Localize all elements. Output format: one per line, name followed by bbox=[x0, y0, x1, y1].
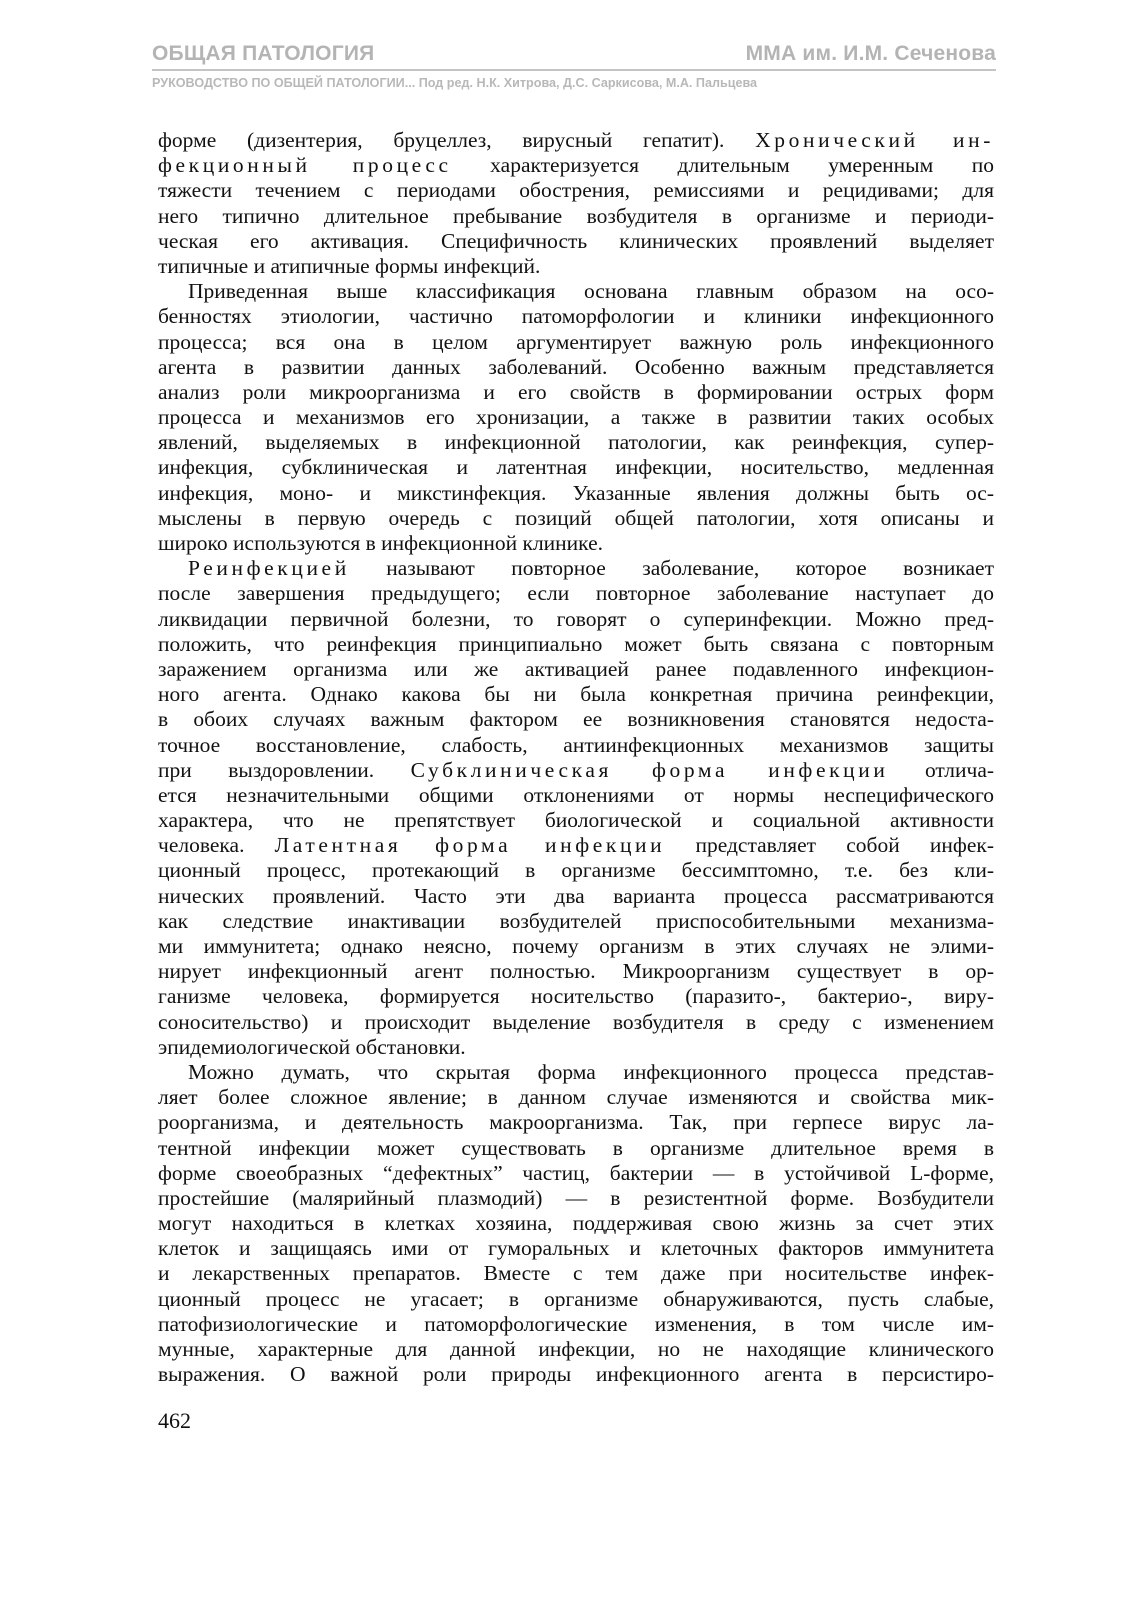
text-line: в обоих случаях важным фактором ее возникновения становятся недоста- bbox=[158, 707, 994, 732]
body-text bbox=[158, 128, 994, 1387]
text-line: форме (дизентерия, бруцеллез, вирусный гепатит). Хронический ин- bbox=[158, 128, 994, 152]
header-institution: ММА им. И.М. Сеченова bbox=[745, 42, 996, 65]
text-line: эпидемиологической обстановки. bbox=[158, 1034, 466, 1059]
text-line: Можно думать, что скрытая форма инфекционного процесса представ- bbox=[188, 1059, 994, 1084]
text-line: ликвидации первичной болезни, то говорят о суперинфекции. Можно пред- bbox=[158, 606, 994, 631]
text-line: ганизме человека, формируется носительство (паразито-, бактерио-, виру- bbox=[158, 984, 994, 1009]
text-line: характера, что не препятствует биологической и социальной активности bbox=[158, 808, 994, 833]
text-line: типичные и атипичные формы инфекций. bbox=[158, 253, 541, 278]
text-line: фекционный процесс характеризуется длительным умеренным по bbox=[158, 153, 994, 178]
text-line: ми иммунитета; однако неясно, почему организм в этих случаях не элими- bbox=[158, 934, 994, 958]
text-line: бенностях этиологии, частично патоморфологии и клиники инфекционного bbox=[158, 304, 994, 329]
text-line: заражением организма или же активацией ранее подавленного инфекцион- bbox=[158, 656, 994, 681]
page-number: 462 bbox=[158, 1408, 191, 1433]
text-line: ционный процесс, протекающий в организме бессимптомно, т.е. без кли- bbox=[158, 858, 994, 883]
text-line: соносительство) и происходит выделение возбудителя в среду с изменением bbox=[158, 1009, 994, 1034]
text-line: нических проявлений. Часто эти два варианта процесса рассматриваются bbox=[158, 883, 994, 908]
text-line: могут находиться в клетках хозяина, поддерживая свою жизнь за счет этих bbox=[158, 1211, 994, 1236]
text-line: нирует инфекционный агент полностью. Микроорганизм существует в ор- bbox=[158, 959, 994, 984]
text-line: человека. Латентная форма инфекции представляет собой инфек- bbox=[158, 833, 994, 858]
text-line: анализ роли микроорганизма и его свойств в формировании острых форм bbox=[158, 379, 994, 404]
text-line: как следствие инактивации возбудителей приспособительными механизма- bbox=[158, 908, 994, 933]
text-line: мыслены в первую очередь с позиций общей патологии, хотя описаны и bbox=[158, 505, 994, 530]
text-line: процесса; вся она в целом аргументирует важную роль инфекционного bbox=[158, 329, 994, 354]
text-line: широко используются в инфекционной клинике. bbox=[158, 531, 604, 555]
text-line: патофизиологические и патоморфологические изменения, в том числе им- bbox=[158, 1311, 994, 1336]
text-line: него типично длительное пребывание возбудителя в организме и периоди- bbox=[158, 203, 994, 228]
text-line: форме своеобразных “дефектных” частиц, бактерии — в устойчивой L-форме, bbox=[158, 1160, 994, 1185]
text-line: ческая его активация. Специфичность клинических проявлений выделяет bbox=[158, 228, 994, 253]
header-subtitle: РУКОВОДСТВО ПО ОБЩЕЙ ПАТОЛОГИИ... Под ред. Н.К. Хитрова, Д.С. Саркисова, М.А. Пальцева bbox=[152, 76, 758, 90]
text-line: выражения. О важной роли природы инфекционного агента в персистиро- bbox=[158, 1362, 994, 1387]
text-line: тентной инфекции может существовать в организме длительное время в bbox=[158, 1135, 994, 1160]
text-line: и лекарственных препаратов. Вместе с тем даже при носительстве инфек- bbox=[158, 1261, 994, 1286]
text-line: простейшие (малярийный плазмодий) — в резистентной форме. Возбудители bbox=[158, 1185, 994, 1210]
text-line: роорганизма, и деятельность макроорганизма. Так, при герпесе вирус ла- bbox=[158, 1110, 994, 1135]
text-line: после завершения предыдущего; если повторное заболевание наступает до bbox=[158, 581, 994, 606]
header-book-title: ОБЩАЯ ПАТОЛОГИЯ bbox=[152, 42, 375, 65]
text-line: инфекция, субклиническая и латентная инфекции, носительство, медленная bbox=[158, 455, 994, 480]
text-line: инфекция, моно- и микстинфекция. Указанные явления должны быть ос- bbox=[158, 480, 994, 505]
text-line: положить, что реинфекция принципиально может быть связана с повторным bbox=[158, 631, 994, 656]
text-line: ционный процесс не угасает; в организме обнаруживаются, пусть слабые, bbox=[158, 1286, 994, 1311]
text-line: явлений, выделяемых в инфекционной патологии, как реинфекция, супер- bbox=[158, 430, 994, 455]
text-line: процесса и механизмов его хронизации, а также в развитии таких особых bbox=[158, 405, 994, 430]
running-header bbox=[152, 42, 996, 91]
text-line: ется незначительными общими отклонениями от нормы неспецифического bbox=[158, 782, 994, 807]
text-line: клеток и защищаясь ими от гуморальных и клеточных факторов иммунитета bbox=[158, 1236, 994, 1261]
header-divider bbox=[152, 69, 996, 71]
text-line: ного агента. Однако какова бы ни была конкретная причина реинфекции, bbox=[158, 682, 994, 707]
text-line: при выздоровлении. Субклиническая форма инфекции отлича- bbox=[158, 757, 995, 782]
text-line: агента в развитии данных заболеваний. Особенно важным представляется bbox=[158, 354, 994, 379]
text-line: Приведенная выше классификация основана главным образом на осо- bbox=[188, 279, 994, 304]
text-line: точное восстановление, слабость, антиинфекционных механизмов защиты bbox=[158, 732, 994, 757]
text-line: тяжести течением с периодами обострения, ремиссиями и рецидивами; для bbox=[158, 178, 994, 203]
text-line: мунные, характерные для данной инфекции, но не находящие клинического bbox=[158, 1337, 994, 1361]
text-line: ляет более сложное явление; в данном случае изменяются и свойства мик- bbox=[158, 1085, 994, 1110]
header-title-row bbox=[152, 42, 996, 66]
text-line: Реинфекцией называют повторное заболевание, которое возникает bbox=[188, 556, 994, 581]
